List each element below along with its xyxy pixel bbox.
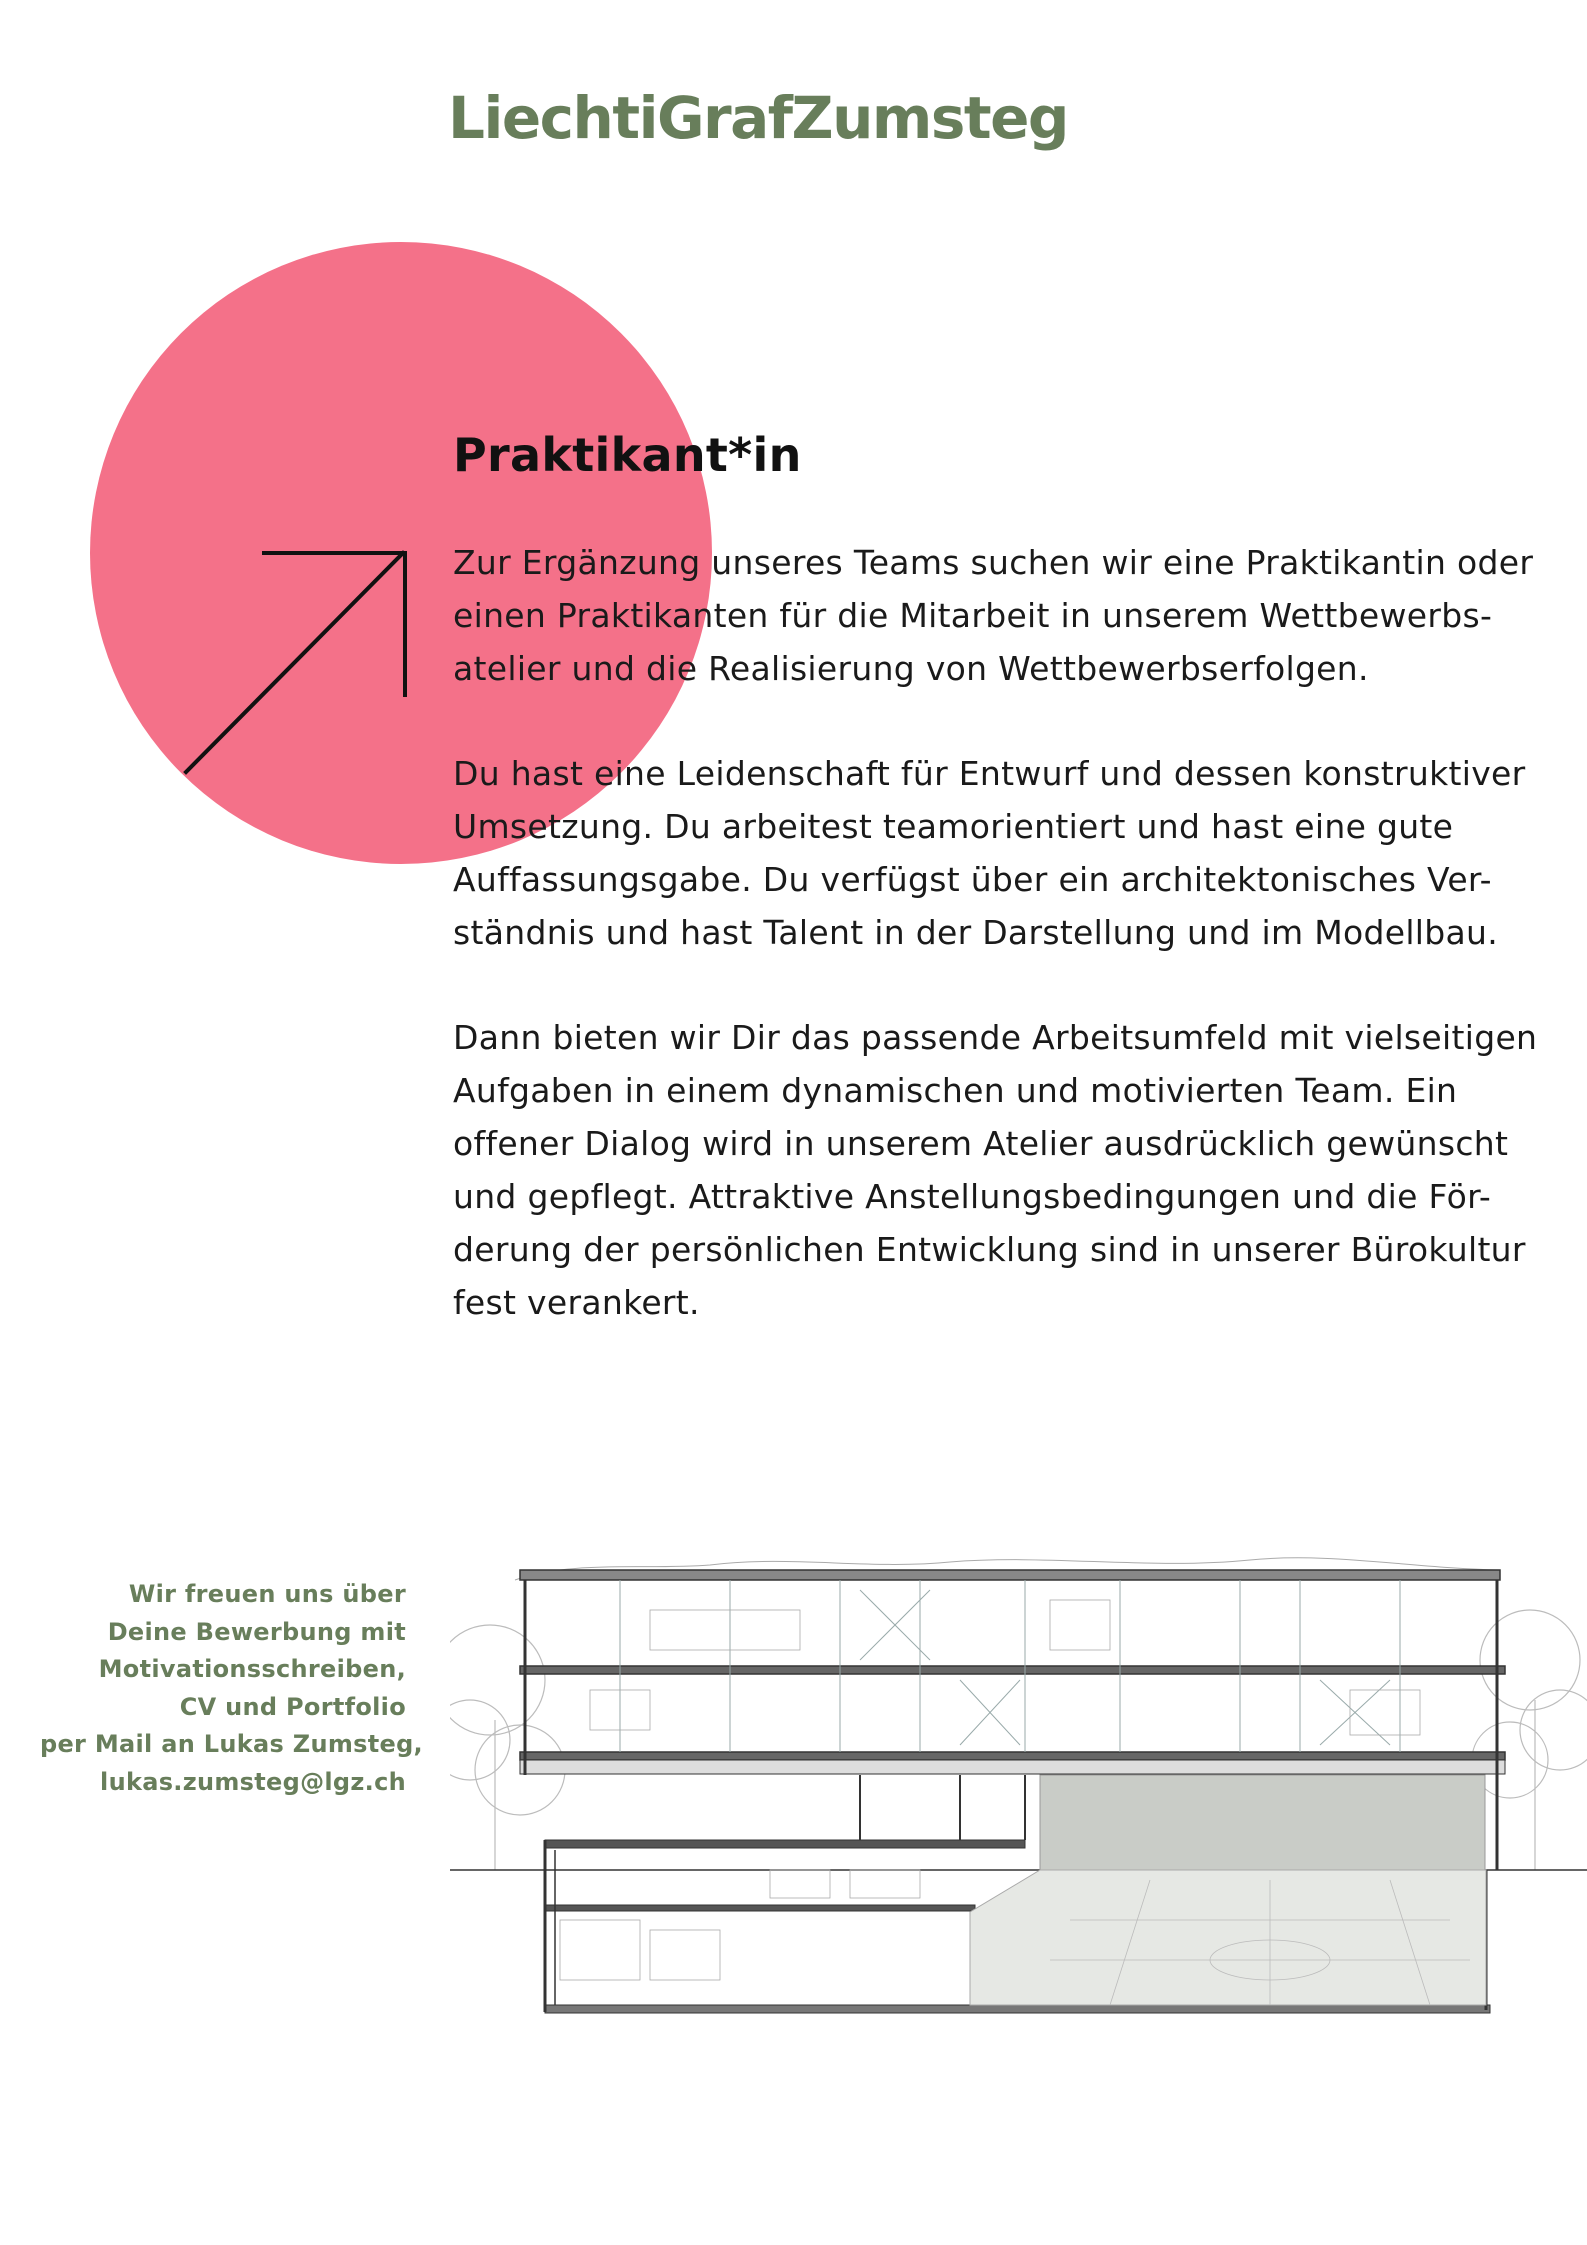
text-line: fest verankert. — [453, 1283, 700, 1322]
contact-line: Deine Bewerbung mit — [107, 1617, 406, 1646]
company-logo: LiechtiGrafZumsteg — [448, 84, 1068, 152]
text-line: und gepflegt. Attraktive Anstellungsbedingungen und die För- — [453, 1177, 1492, 1216]
text-line: Auffassungsgabe. Du verfügst über ein architektonisches Ver- — [453, 860, 1492, 899]
text-line: Zur Ergänzung unseres Teams suchen wir eine Praktikantin oder — [453, 543, 1534, 582]
paragraph-offer — [453, 1011, 1543, 1329]
contact-line: CV und Portfolio — [179, 1692, 406, 1721]
building-section-drawing — [450, 1540, 1587, 2020]
contact-line: per Mail an Lukas Zumsteg, — [40, 1730, 423, 1758]
text-line: einen Praktikanten für die Mitarbeit in unserem Wettbewerbs- — [453, 596, 1493, 635]
text-line: ständnis und hast Talent in der Darstellung und im Modellbau. — [453, 913, 1499, 952]
text-line: Du hast eine Leidenschaft für Entwurf und dessen konstruktiver — [453, 754, 1526, 793]
text-line: Dann bieten wir Dir das passende Arbeitsumfeld mit vielseitigen — [453, 1018, 1538, 1057]
contact-line: Motivationsschreiben, — [98, 1655, 406, 1683]
application-contact — [40, 1576, 423, 1801]
job-description — [453, 536, 1543, 1381]
text-line: offener Dialog wird in unserem Atelier ausdrücklich gewünscht — [453, 1124, 1509, 1163]
text-line: Aufgaben in einem dynamischen und motivierten Team. Ein — [453, 1071, 1458, 1110]
job-title: Praktikant*in — [453, 428, 802, 482]
text-line: atelier und die Realisierung von Wettbewerbserfolgen. — [453, 649, 1369, 688]
contact-line: Wir freuen uns über — [128, 1580, 406, 1608]
text-line: derung der persönlichen Entwicklung sind in unserer Bürokultur — [453, 1230, 1526, 1269]
contact-email[interactable]: lukas.zumsteg@lgz.ch — [100, 1767, 406, 1796]
paragraph-intro — [453, 536, 1543, 695]
text-line: Umsetzung. Du arbeitest teamorientiert und hast eine gute — [453, 807, 1454, 846]
paragraph-profile — [453, 747, 1543, 959]
